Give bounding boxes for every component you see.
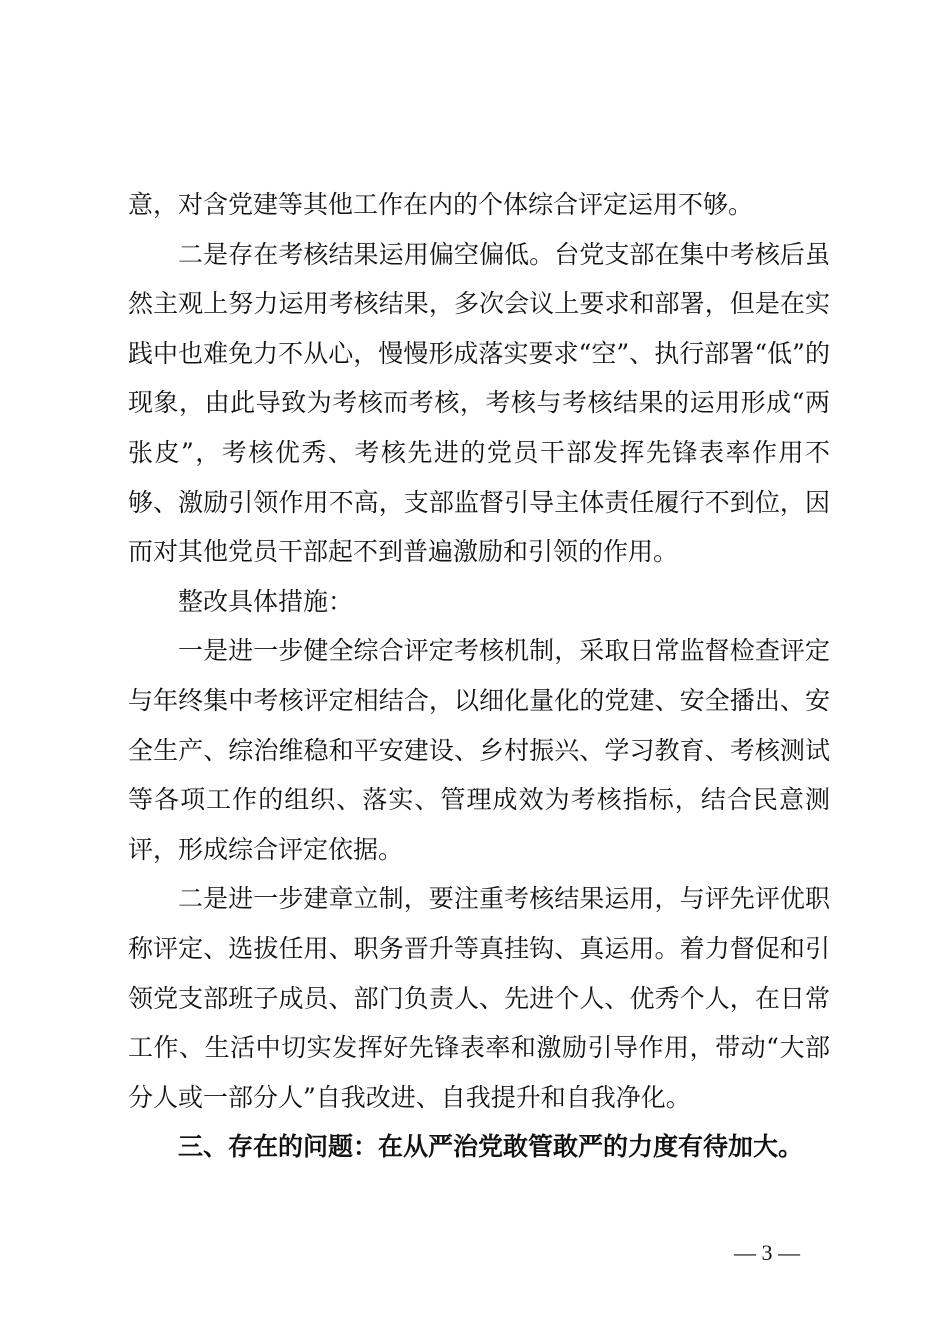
paragraph-measures-title: 整改具体措施：	[178, 586, 354, 616]
page-number: — 3 —	[734, 1240, 800, 1265]
section-heading-three: 三、存在的问题：在从严治党敢管敢严的力度有待加大。	[178, 1132, 804, 1162]
paragraph-continuation: 意，对含党建等其他工作在内的个体综合评定运用不够。	[128, 190, 754, 219]
paragraph-measure-one: 一是进一步健全综合评定考核机制，采取日常监督检查评定与年终集中考核评定相结合，以细化量化的党建、安全播出、安全生产、综治维稳和平安建设、乡村振兴、学习教育、考核测试等各项工作的组织、落实、管理成效为考核指标，结合民意测评，形成综合评定依据。	[128, 636, 830, 864]
paragraph-measure-two: 二是进一步建章立制，要注重考核结果运用，与评先评优职称评定、选拔任用、职务晋升等真挂钩、真运用。着力督促和引领党支部班子成员、部门负责人、先进个人、优秀个人，在日常工作、生活中切实发挥好先锋表率和激励引导作用，带动“大部分人或一部分人”自我改进、自我提升和自我净化。	[128, 884, 830, 1112]
paragraph-problem-two: 二是存在考核结果运用偏空偏低。台党支部在集中考核后虽然主观上努力运用考核结果，多次会议上要求和部署，但是在实践中也难免力不从心，慢慢形成落实要求“空”、执行部署“低”的现象，由此导致为考核而考核，考核与考核结果的运用形成“两张皮”，考核优秀、考核先进的党员干部发挥先锋表率作用不够、激励引领作用不高，支部监督引导主体责任履行不到位，因而对其他党员干部起不到普遍激励和引领的作用。	[128, 239, 830, 567]
document-body	[128, 180, 830, 1172]
